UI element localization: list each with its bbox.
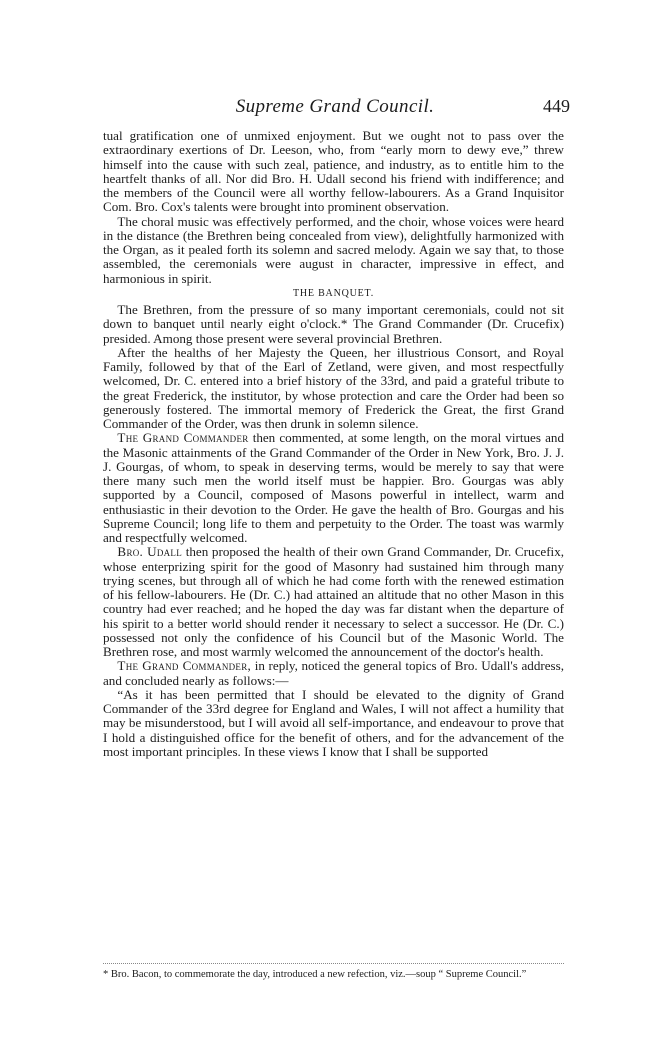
paragraph: After the healths of her Majesty the Queen, her illustrious Consort, and Royal Family, followed by that of the Earl of Zetland, were given, and most respectfully welcomed, Dr. C. entered into a brief history of the 33rd, and paid a grateful tribute to the great Frederick, the institutor, by whose protection and care the Order had been so generously fostered. The immortal memory of Frederick the Great, the first Grand Commander of the Order, was then drunk in solemn silence. — [103, 344, 564, 431]
speaker-name: The Grand Commander, — [117, 658, 252, 674]
speaker-name: The Grand Commander — [117, 430, 249, 446]
paragraph: tual gratification one of unmixed enjoyment. But we ought not to pass over the extraordinary exertions of Dr. Leeson, who, from “early morn to dewy eve,” threw himself into the cause with such zeal, patience, and industry, as to entitle him to the heartfelt thanks of all. Nor did Bro. H. Udall second his friend with indifference; and the members of the Council were all worthy fellow-labourers. As a Grand Inquisitor Com. Bro. Cox's talents were brought into prominent observation. — [103, 128, 564, 215]
paragraph: The choral music was effectively performed, and the choir, whose voices were heard in the distance (the Brethren being concealed from view), delightfully harmonized with the Organ, as it pealed forth its solemn and sacred melody. Again we say that, to those assembled, the ceremonials were august in character, impressive in effect, and harmonious in spirit. — [103, 213, 564, 286]
body-text — [103, 129, 564, 759]
paragraph — [103, 431, 564, 545]
paragraph — [103, 659, 564, 688]
footnote-divider — [103, 963, 564, 964]
speaker-name: Bro. Udall — [117, 544, 183, 560]
paragraph-text: then commented, at some length, on the moral virtues and the Masonic attainments of the Grand Commander of the Order in New York, Bro. J. J. J. Gourgas, of whom, to speak in deserving terms, would be merely to say that were there many such men the world itself must be happier. Bro. Gourgas was ably supported by a Council, composed of Masons powerful in intellect, warm and enthusiastic in their devotion to the Order. He gave the health of Bro. Gourgas and his Supreme Council; long life to them and perpetuity to the Order. The toast was warmly and respectfully welcomed. — [103, 430, 565, 545]
footnote: * Bro. Bacon, to commemorate the day, introduced a new refection, viz.—soup “ Supreme Council.” — [103, 969, 527, 980]
section-heading: THE BANQUET. — [292, 287, 375, 299]
paragraph-text: in reply, noticed the general topics of Bro. Udall's address, and concluded nearly as follows:— — [103, 658, 565, 688]
paragraph-text: then proposed the health of their own Grand Commander, Dr. Crucefix, whose enterprizing spirit for the good of Masonry had sustained him through many trying scenes, but through all of which he had come forth with the renewed estimation of his fellow-labourers. He (Dr. C.) had attained an altitude that no other Mason in this country had ever reached; and he hoped the day was far distant when the departure of his spirit to a better world should render it necessary to select a successor. He (Dr. C.) possessed not only the confidence of his Council but of the Masonic World. The Brethren rose, and most warmly welcomed the announcement of the doctor's health. — [103, 544, 565, 659]
paragraph: The Brethren, from the pressure of so many important ceremonials, could not sit down to banquet until nearly eight o'clock.* The Grand Commander (Dr. Crucefix) presided. Among those present were several provincial Brethren. — [103, 302, 564, 346]
page-number: 449 — [543, 96, 570, 116]
paragraph — [103, 545, 564, 659]
paragraph: “As it has been permitted that I should be elevated to the dignity of Grand Commander of the 33rd degree for England and Wales, I will not affect a humility that may be misunderstood, but I will avoid all self-importance, and endeavour to prove that I hold a distinguished office for the benefit of others, and for the advancement of the most important principles. In these views I know that I shall be supported — [103, 686, 564, 759]
running-title: Supreme Grand Council. — [235, 96, 435, 117]
page-header — [100, 96, 570, 126]
